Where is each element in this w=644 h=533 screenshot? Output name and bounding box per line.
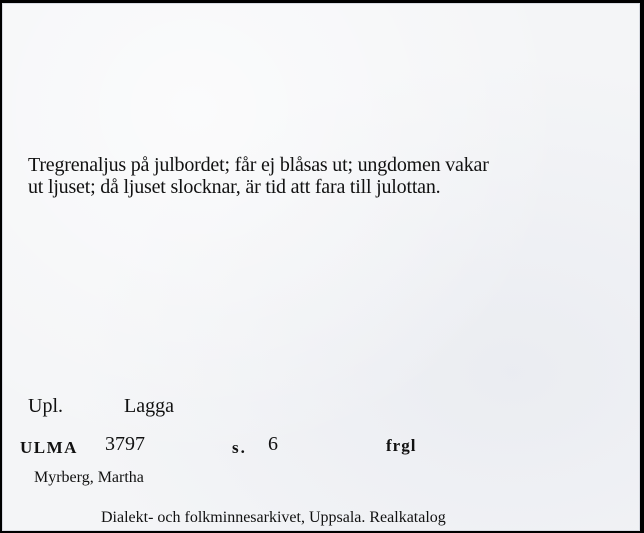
archive-footer: Dialekt- och folkminnesarkivet, Uppsala. Realkatalog	[101, 509, 446, 526]
informant-name: Myrberg, Martha	[34, 469, 144, 486]
archive-code: ULMA	[20, 438, 78, 457]
description-line-2: ut ljuset; då ljuset slocknar, är tid att fara till julottan.	[28, 176, 441, 198]
page-label: s.	[232, 438, 247, 457]
dialect-marker: frgl	[386, 436, 417, 455]
province-label: Upl.	[28, 395, 63, 417]
parish-label: Lagga	[124, 395, 174, 417]
card-description	[28, 154, 628, 198]
card-edge	[2, 3, 640, 531]
description-line-1: Tregrenaljus på julbordet; får ej blåsas ut; ungdomen vakar	[28, 154, 489, 176]
record-number: 3797	[105, 433, 145, 455]
page-number: 6	[268, 433, 278, 455]
archive-card	[2, 3, 640, 531]
